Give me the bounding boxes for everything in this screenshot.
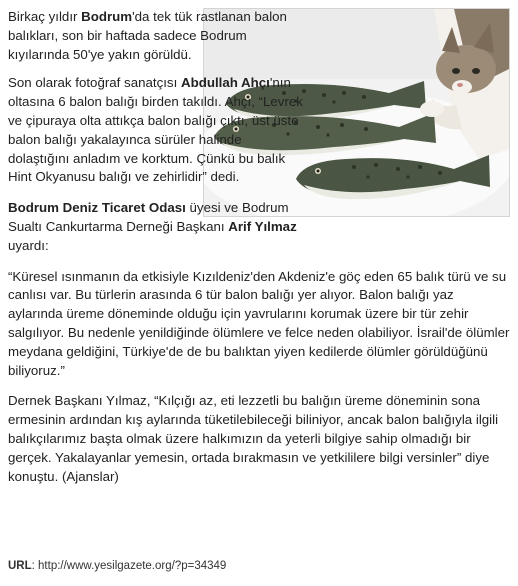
paragraph-1: Birkaç yıldır Bodrum'da tek tük rastlanan balon balıkları, son bir haftada sadece Bodrum kıyılarında 50'ye yakın görüldü. xyxy=(8,9,287,62)
paragraph-2: Son olarak fotoğraf sanatçısı Abdullah Ahçı'nın oltasına 6 balon balığı birden takıldı. Ahçı, “Levrek ve çipuraya olta attıkça balon balığı çıktı, üst üste balon balığı yakalayınca sürüler halinde dolaştığını anladım ve korktum. Çünkü bu balık Hint Okyanusu balığı ve zehirlidir” dedi. xyxy=(8,75,303,185)
paragraph-3: Bodrum Deniz Ticaret Odası üyesi ve Bodrum Sualtı Cankurtarma Derneği Başkanı Arif Yılmaz uyardı: xyxy=(8,200,297,253)
paragraph-5: Dernek Başkanı Yılmaz, “Kılçığı az, eti lezzetli bu balığın üreme döneminin sona ermesinin ardından kış aylarında tüketilebileceği biliniyor, ancak balon balığıyla ilgili balıkçılarımız başta olmak üzere halkımızın da yeterli bilgiye sahip olmadığı bir gerçek. Yakalayanlar yemesin, ortada bırakmasın ve yetkililere bilgi versinler” diye konuştu. (Ajanslar) xyxy=(8,393,499,484)
source-url-label: URL xyxy=(8,560,32,572)
source-url-link[interactable]: http://www.yesilgazete.org/?p=34349 xyxy=(38,560,227,572)
photo-wrap-spacer xyxy=(305,8,510,219)
paragraph-4-quote: “Küresel ısınmanın da etkisiyle Kızıldeniz'den Akdeniz'e göç eden 65 balık türü ve su canlısı var. Bu türlerin arasında 6 tür balon balığı yer alıyor. Balon balığı yaz aylarında üreme döneminde olduğu için yavrularını korumak üzere bir tür zehir salgılıyor. Bu nedenle yenildiğinde ölümlere ve felce neden olabiliyor. İsrail'de ölümler meydana geldiğini, Türkiye'de de bu balıktan yiyen kedilerde ölümler görüldüğünü biliyoruz.” xyxy=(8,268,510,378)
article-body xyxy=(8,8,510,498)
source-url-line: URL: http://www.yesilgazete.org/?p=34349 xyxy=(8,560,227,572)
